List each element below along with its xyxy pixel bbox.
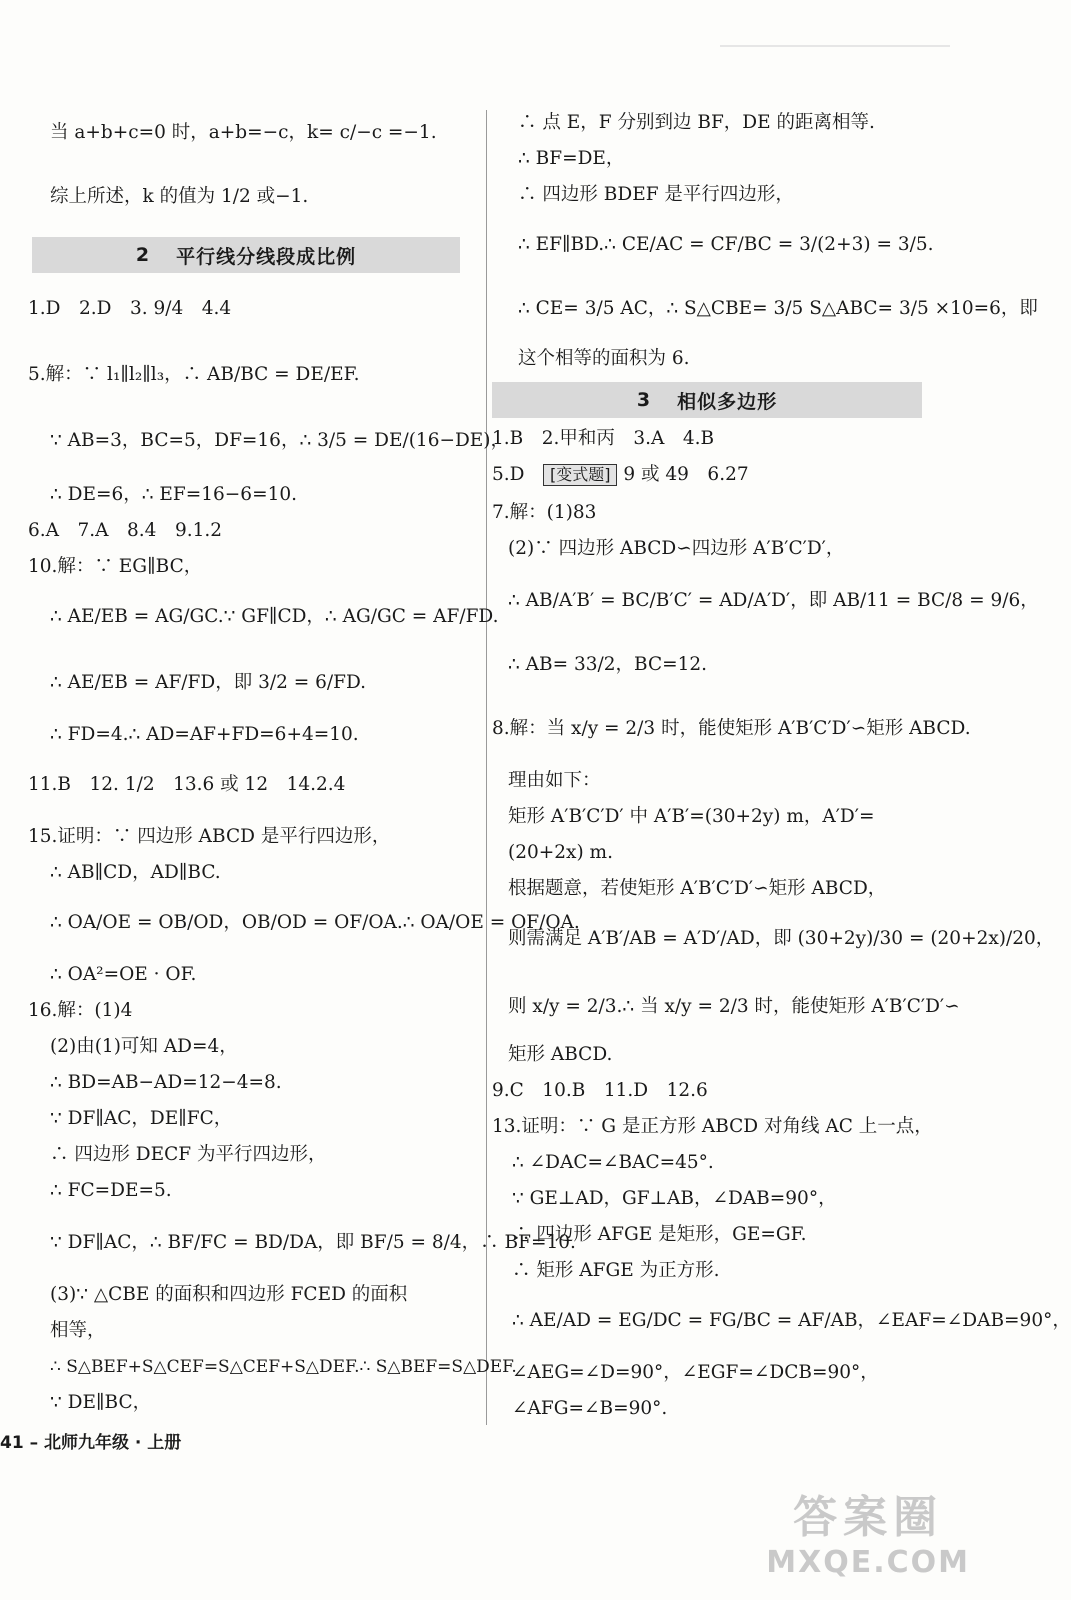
solution-line: ∴ FC=DE=5. bbox=[50, 1180, 172, 1201]
text-line: 当 a+b+c=0 时，a+b=−c，k= c/−c =−1. bbox=[50, 122, 437, 143]
section-title: 平行线分线段成比例 bbox=[176, 245, 357, 268]
solution-line: 这个相等的面积为 6. bbox=[518, 348, 690, 369]
proof-line: ∴ ∠DAC=∠BAC=45°. bbox=[512, 1152, 714, 1173]
solution-line: 相等， bbox=[50, 1320, 106, 1341]
answer-line: 9.C 10.B 11.D 12.6 bbox=[492, 1080, 708, 1101]
answer-line: 1.D 2.D 3. 9/4 4.4 bbox=[28, 298, 232, 319]
solution-line: ∵ DE∥BC， bbox=[50, 1392, 152, 1413]
proof-line: ∴ AE/AD = EG/DC = FG/BC = AF/AB，∠EAF=∠DAB=90°， bbox=[512, 1310, 1071, 1331]
solution-line: ∴ 四边形 DECF 为平行四边形， bbox=[50, 1144, 327, 1165]
variant-tag: [变式题] bbox=[543, 464, 618, 486]
section-number: 3 bbox=[636, 389, 652, 411]
page-footer: 41 – 北师九年级 · 上册 bbox=[0, 1433, 182, 1453]
solution-line: (3)∵ △CBE 的面积和四边形 FCED 的面积 bbox=[50, 1284, 408, 1305]
solution-line: 7.解：(1)83 bbox=[492, 502, 597, 523]
solution-line: ∴ BF=DE， bbox=[518, 148, 625, 169]
proof-line: ∴ 矩形 AFGE 为正方形. bbox=[512, 1260, 720, 1281]
watermark-logo bbox=[766, 1481, 970, 1580]
answer-line: 11.B 12. 1/2 13.6 或 12 14.2.4 bbox=[28, 774, 346, 795]
solution-line: 则需满足 A′B′/AB = A′D′/AD，即 (30+2y)/30 = (20+2x)/20， bbox=[508, 928, 1055, 949]
proof-line: ∴ AB∥CD，AD∥BC. bbox=[50, 862, 221, 883]
solution-line: (2)由(1)可知 AD=4， bbox=[50, 1036, 238, 1057]
solution-line: ∴ AB/A′B′ = BC/B′C′ = AD/A′D′，即 AB/11 = BC/8 = 9/6， bbox=[508, 590, 1039, 611]
solution-line: (20+2x) m. bbox=[508, 842, 613, 863]
section-heading-3 bbox=[492, 382, 922, 418]
watermark-title: 答案圈 bbox=[793, 1492, 944, 1543]
solution-line: 16.解：(1)4 bbox=[28, 1000, 133, 1021]
top-rule bbox=[720, 45, 950, 47]
solution-line: 理由如下： bbox=[508, 770, 601, 791]
answer-text: 5.D bbox=[492, 464, 543, 485]
solution-line: ∴ FD=4.∴ AD=AF+FD=6+4=10. bbox=[50, 724, 359, 745]
solution-line: ∴ AE/EB = AG/GC.∵ GF∥CD，∴ AG/GC = AF/FD. bbox=[50, 606, 499, 627]
solution-line: ∵ AB=3，BC=5，DF=16，∴ 3/5 = DE/(16−DE)， bbox=[50, 430, 510, 451]
solution-line: 则 x/y = 2/3.∴ 当 x/y = 2/3 时，能使矩形 A′B′C′D′∽ bbox=[508, 996, 960, 1017]
solution-line: 矩形 ABCD. bbox=[508, 1044, 613, 1065]
proof-line: ∴ OA/OE = OB/OD，OB/OD = OF/OA.∴ OA/OE = OF/OA. bbox=[50, 912, 580, 933]
column-divider bbox=[486, 110, 487, 1425]
solution-line: ∴ AE/EB = AF/FD，即 3/2 = 6/FD. bbox=[50, 672, 367, 693]
solution-line: 矩形 A′B′C′D′ 中 A′B′=(30+2y) m，A′D′= bbox=[508, 806, 875, 827]
answer-line: 6.A 7.A 8.4 9.1.2 bbox=[28, 520, 223, 541]
watermark-url: MXQE.COM bbox=[766, 1545, 970, 1580]
solution-line: 10.解：∵ EG∥BC， bbox=[28, 556, 203, 577]
solution-line: 8.解：当 x/y = 2/3 时，能使矩形 A′B′C′D′∽矩形 ABCD. bbox=[492, 718, 971, 739]
answer-text: 9 或 49 6.27 bbox=[617, 464, 749, 485]
solution-line: ∴ CE= 3/5 AC，∴ S△CBE= 3/5 S△ABC= 3/5 ×10=6，即 bbox=[518, 298, 1038, 319]
solution-line: (2)∵ 四边形 ABCD∽四边形 A′B′C′D′， bbox=[508, 538, 845, 559]
proof-line: ∠AEG=∠D=90°，∠EGF=∠DCB=90°， bbox=[512, 1362, 879, 1383]
solution-line: ∴ S△BEF+S△CEF=S△CEF+S△DEF.∴ S△BEF=S△DEF. bbox=[50, 1357, 517, 1377]
proof-line: ∴ OA²=OE · OF. bbox=[50, 964, 197, 985]
section-number: 2 bbox=[135, 244, 151, 266]
solution-line: ∴ BD=AB−AD=12−4=8. bbox=[50, 1072, 282, 1093]
solution-line: 5.解：∵ l₁∥l₂∥l₃，∴ AB/BC = DE/EF. bbox=[28, 364, 360, 385]
text-line: 综上所述，k 的值为 1/2 或−1. bbox=[50, 186, 309, 207]
solution-line: ∵ DF∥AC，∴ BF/FC = BD/DA，即 BF/5 = 8/4，∴ BF=10. bbox=[50, 1232, 576, 1253]
section-title: 相似多边形 bbox=[677, 390, 778, 413]
section-heading-2 bbox=[32, 237, 460, 273]
solution-line: ∴ 点 E，F 分别到边 BF，DE 的距离相等. bbox=[518, 112, 875, 133]
solution-line: ∴ EF∥BD.∴ CE/AC = CF/BC = 3/(2+3) = 3/5. bbox=[518, 234, 934, 255]
proof-line: ∠AFG=∠B=90°. bbox=[512, 1398, 668, 1419]
solution-line: ∴ DE=6，∴ EF=16−6=10. bbox=[50, 484, 297, 505]
solution-line: ∵ DF∥AC，DE∥FC， bbox=[50, 1108, 233, 1129]
solution-line: ∴ 四边形 BDEF 是平行四边形， bbox=[518, 184, 794, 205]
answer-line: 1.B 2.甲和丙 3.A 4.B bbox=[492, 428, 715, 449]
proof-line: 15.证明：∵ 四边形 ABCD 是平行四边形， bbox=[28, 826, 391, 847]
proof-line: ∵ GE⊥AD，GF⊥AB，∠DAB=90°， bbox=[512, 1188, 837, 1209]
proof-line: ∴ 四边形 AFGE 是矩形，GE=GF. bbox=[512, 1224, 807, 1245]
answer-line bbox=[492, 464, 749, 486]
solution-line: ∴ AB= 33/2，BC=12. bbox=[508, 654, 708, 675]
solution-line: 根据题意，若使矩形 A′B′C′D′∽矩形 ABCD， bbox=[508, 878, 887, 899]
proof-line: 13.证明：∵ G 是正方形 ABCD 对角线 AC 上一点， bbox=[492, 1116, 933, 1137]
